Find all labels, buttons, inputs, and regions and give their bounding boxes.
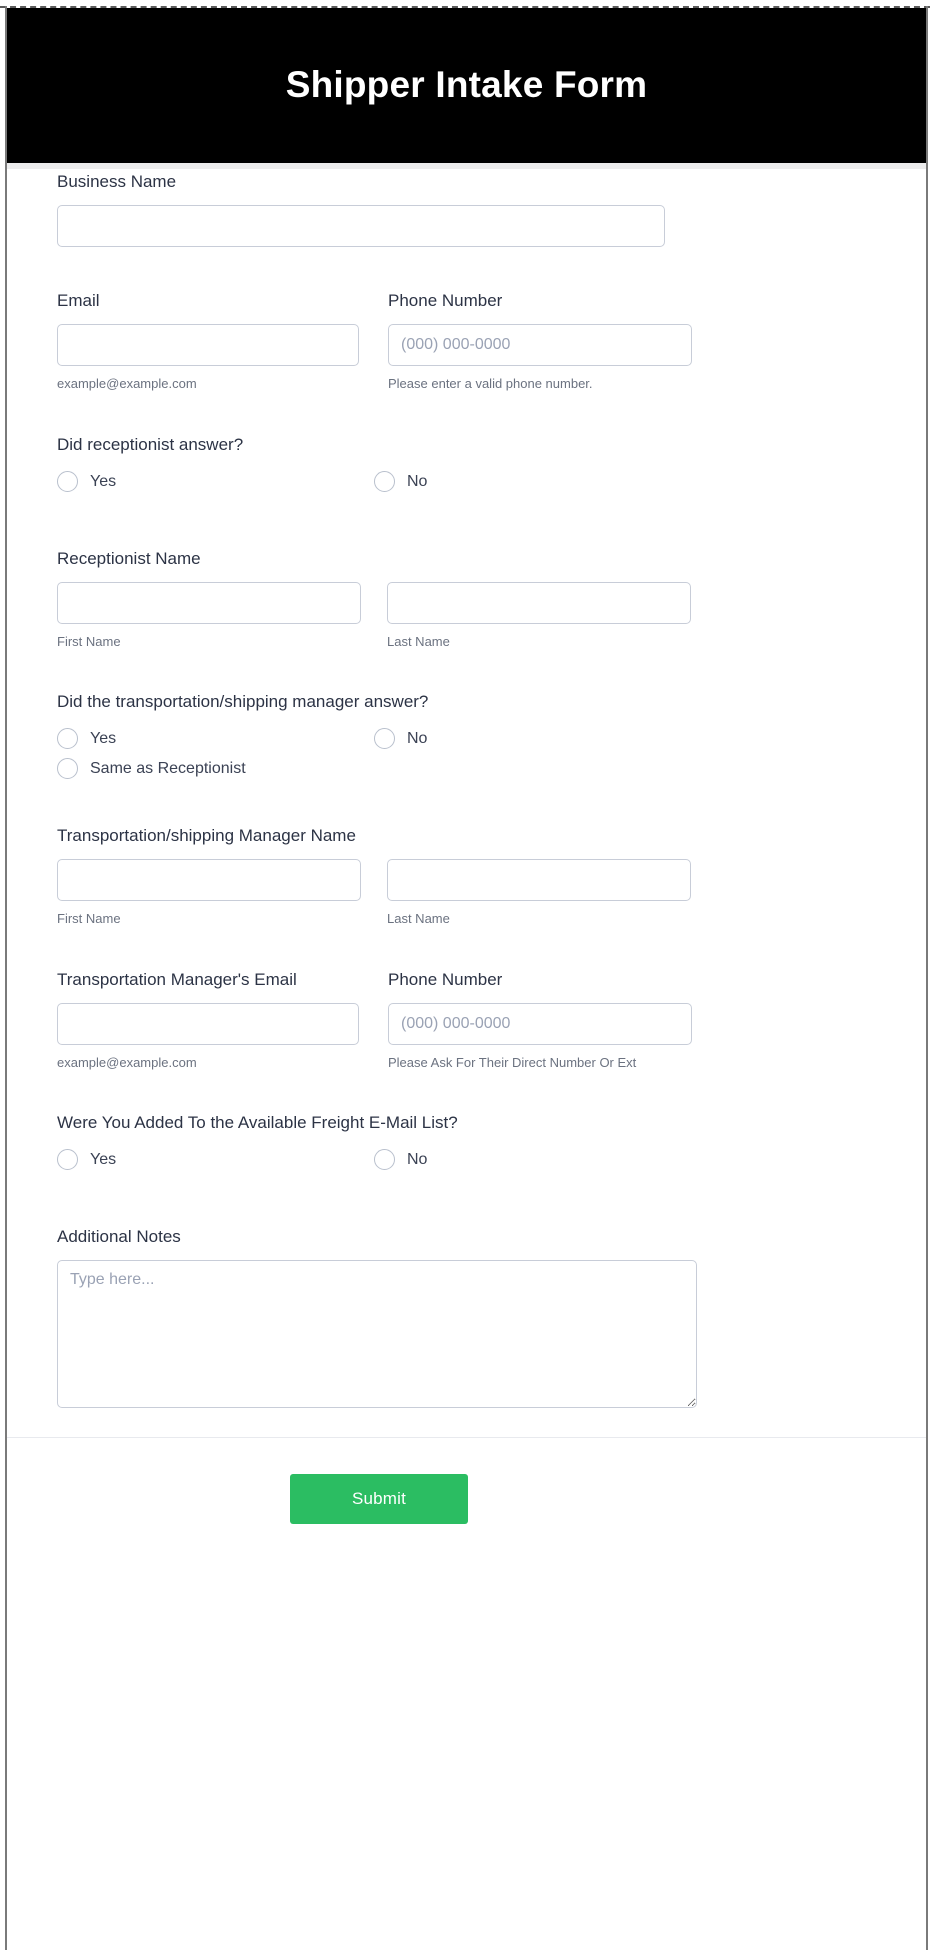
business-name-label: Business Name <box>57 172 177 191</box>
manager-email-label: Transportation Manager's Email <box>57 970 297 989</box>
page-right-rail <box>926 6 928 1950</box>
radio-circle-icon[interactable] <box>374 1149 395 1170</box>
footer-divider <box>7 1437 926 1438</box>
manager-first-name-input[interactable] <box>57 859 361 901</box>
manager-name-row <box>57 859 707 943</box>
radio-label: Yes <box>90 729 117 747</box>
manager-phone-label: Phone Number <box>388 970 503 989</box>
field-receptionist-name <box>57 548 707 666</box>
phone-label: Phone Number <box>388 291 503 310</box>
radio-freight-no[interactable] <box>374 1149 427 1170</box>
field-manager-email <box>57 969 367 1071</box>
field-email <box>57 290 367 392</box>
manager-email-input[interactable] <box>57 1003 359 1045</box>
email-hint: example@example.com <box>57 376 197 391</box>
radio-manager-yes[interactable] <box>57 728 116 749</box>
manager-first-name-sublabel: First Name <box>57 911 121 926</box>
radio-manager-same-as-receptionist[interactable] <box>57 758 246 779</box>
manager-phone-input[interactable] <box>388 1003 692 1045</box>
field-phone <box>388 290 698 392</box>
receptionist-name-row <box>57 582 707 666</box>
radio-label: Yes <box>90 1150 117 1168</box>
manager-last-name-group <box>387 859 691 927</box>
field-business-name <box>57 171 677 247</box>
radio-circle-icon[interactable] <box>374 471 395 492</box>
phone-hint: Please enter a valid phone number. <box>388 376 593 391</box>
radio-circle-icon[interactable] <box>57 471 78 492</box>
field-manager-answer <box>57 691 717 791</box>
radio-circle-icon[interactable] <box>374 728 395 749</box>
freight-email-list-radio-group <box>57 1146 717 1180</box>
field-freight-email-list <box>57 1112 717 1180</box>
manager-name-label: Transportation/shipping Manager Name <box>57 826 356 845</box>
receptionist-last-name-group <box>387 582 691 650</box>
receptionist-answer-label: Did receptionist answer? <box>57 435 244 454</box>
receptionist-last-name-input[interactable] <box>387 582 691 624</box>
receptionist-name-label: Receptionist Name <box>57 549 201 568</box>
phone-input[interactable] <box>388 324 692 366</box>
radio-circle-icon[interactable] <box>57 728 78 749</box>
page-title: Shipper Intake Form <box>285 64 648 106</box>
receptionist-first-name-group <box>57 582 361 650</box>
form-header <box>7 8 926 163</box>
email-label: Email <box>57 291 100 310</box>
radio-receptionist-no[interactable] <box>374 471 427 492</box>
additional-notes-textarea[interactable] <box>57 1260 697 1408</box>
field-manager-name <box>57 825 707 943</box>
radio-manager-no[interactable] <box>374 728 427 749</box>
manager-last-name-input[interactable] <box>387 859 691 901</box>
manager-email-hint: example@example.com <box>57 1055 197 1070</box>
form-container <box>7 8 926 1938</box>
additional-notes-label: Additional Notes <box>57 1227 181 1246</box>
radio-receptionist-yes[interactable] <box>57 471 116 492</box>
field-receptionist-answer <box>57 434 697 502</box>
freight-email-list-label: Were You Added To the Available Freight E-Mail List? <box>57 1113 458 1132</box>
radio-freight-yes[interactable] <box>57 1149 116 1170</box>
receptionist-answer-radio-group <box>57 468 697 502</box>
field-additional-notes <box>57 1226 717 1408</box>
business-name-input[interactable] <box>57 205 665 247</box>
manager-last-name-sublabel: Last Name <box>387 911 450 926</box>
receptionist-first-name-input[interactable] <box>57 582 361 624</box>
manager-first-name-group <box>57 859 361 927</box>
radio-label: Yes <box>90 472 117 490</box>
submit-button[interactable]: Submit <box>290 1474 468 1524</box>
radio-label: No <box>407 1150 428 1168</box>
receptionist-first-name-sublabel: First Name <box>57 634 121 649</box>
radio-label: No <box>407 472 428 490</box>
radio-circle-icon[interactable] <box>57 758 78 779</box>
form-body <box>7 169 926 1246</box>
manager-answer-label: Did the transportation/shipping manager answer? <box>57 692 429 711</box>
radio-label: No <box>407 729 428 747</box>
radio-label: Same as Receptionist <box>90 759 246 777</box>
field-manager-phone <box>388 969 708 1071</box>
radio-circle-icon[interactable] <box>57 1149 78 1170</box>
receptionist-last-name-sublabel: Last Name <box>387 634 450 649</box>
manager-phone-hint: Please Ask For Their Direct Number Or Ext <box>388 1055 637 1070</box>
email-input[interactable] <box>57 324 359 366</box>
manager-answer-radio-group <box>57 725 717 791</box>
